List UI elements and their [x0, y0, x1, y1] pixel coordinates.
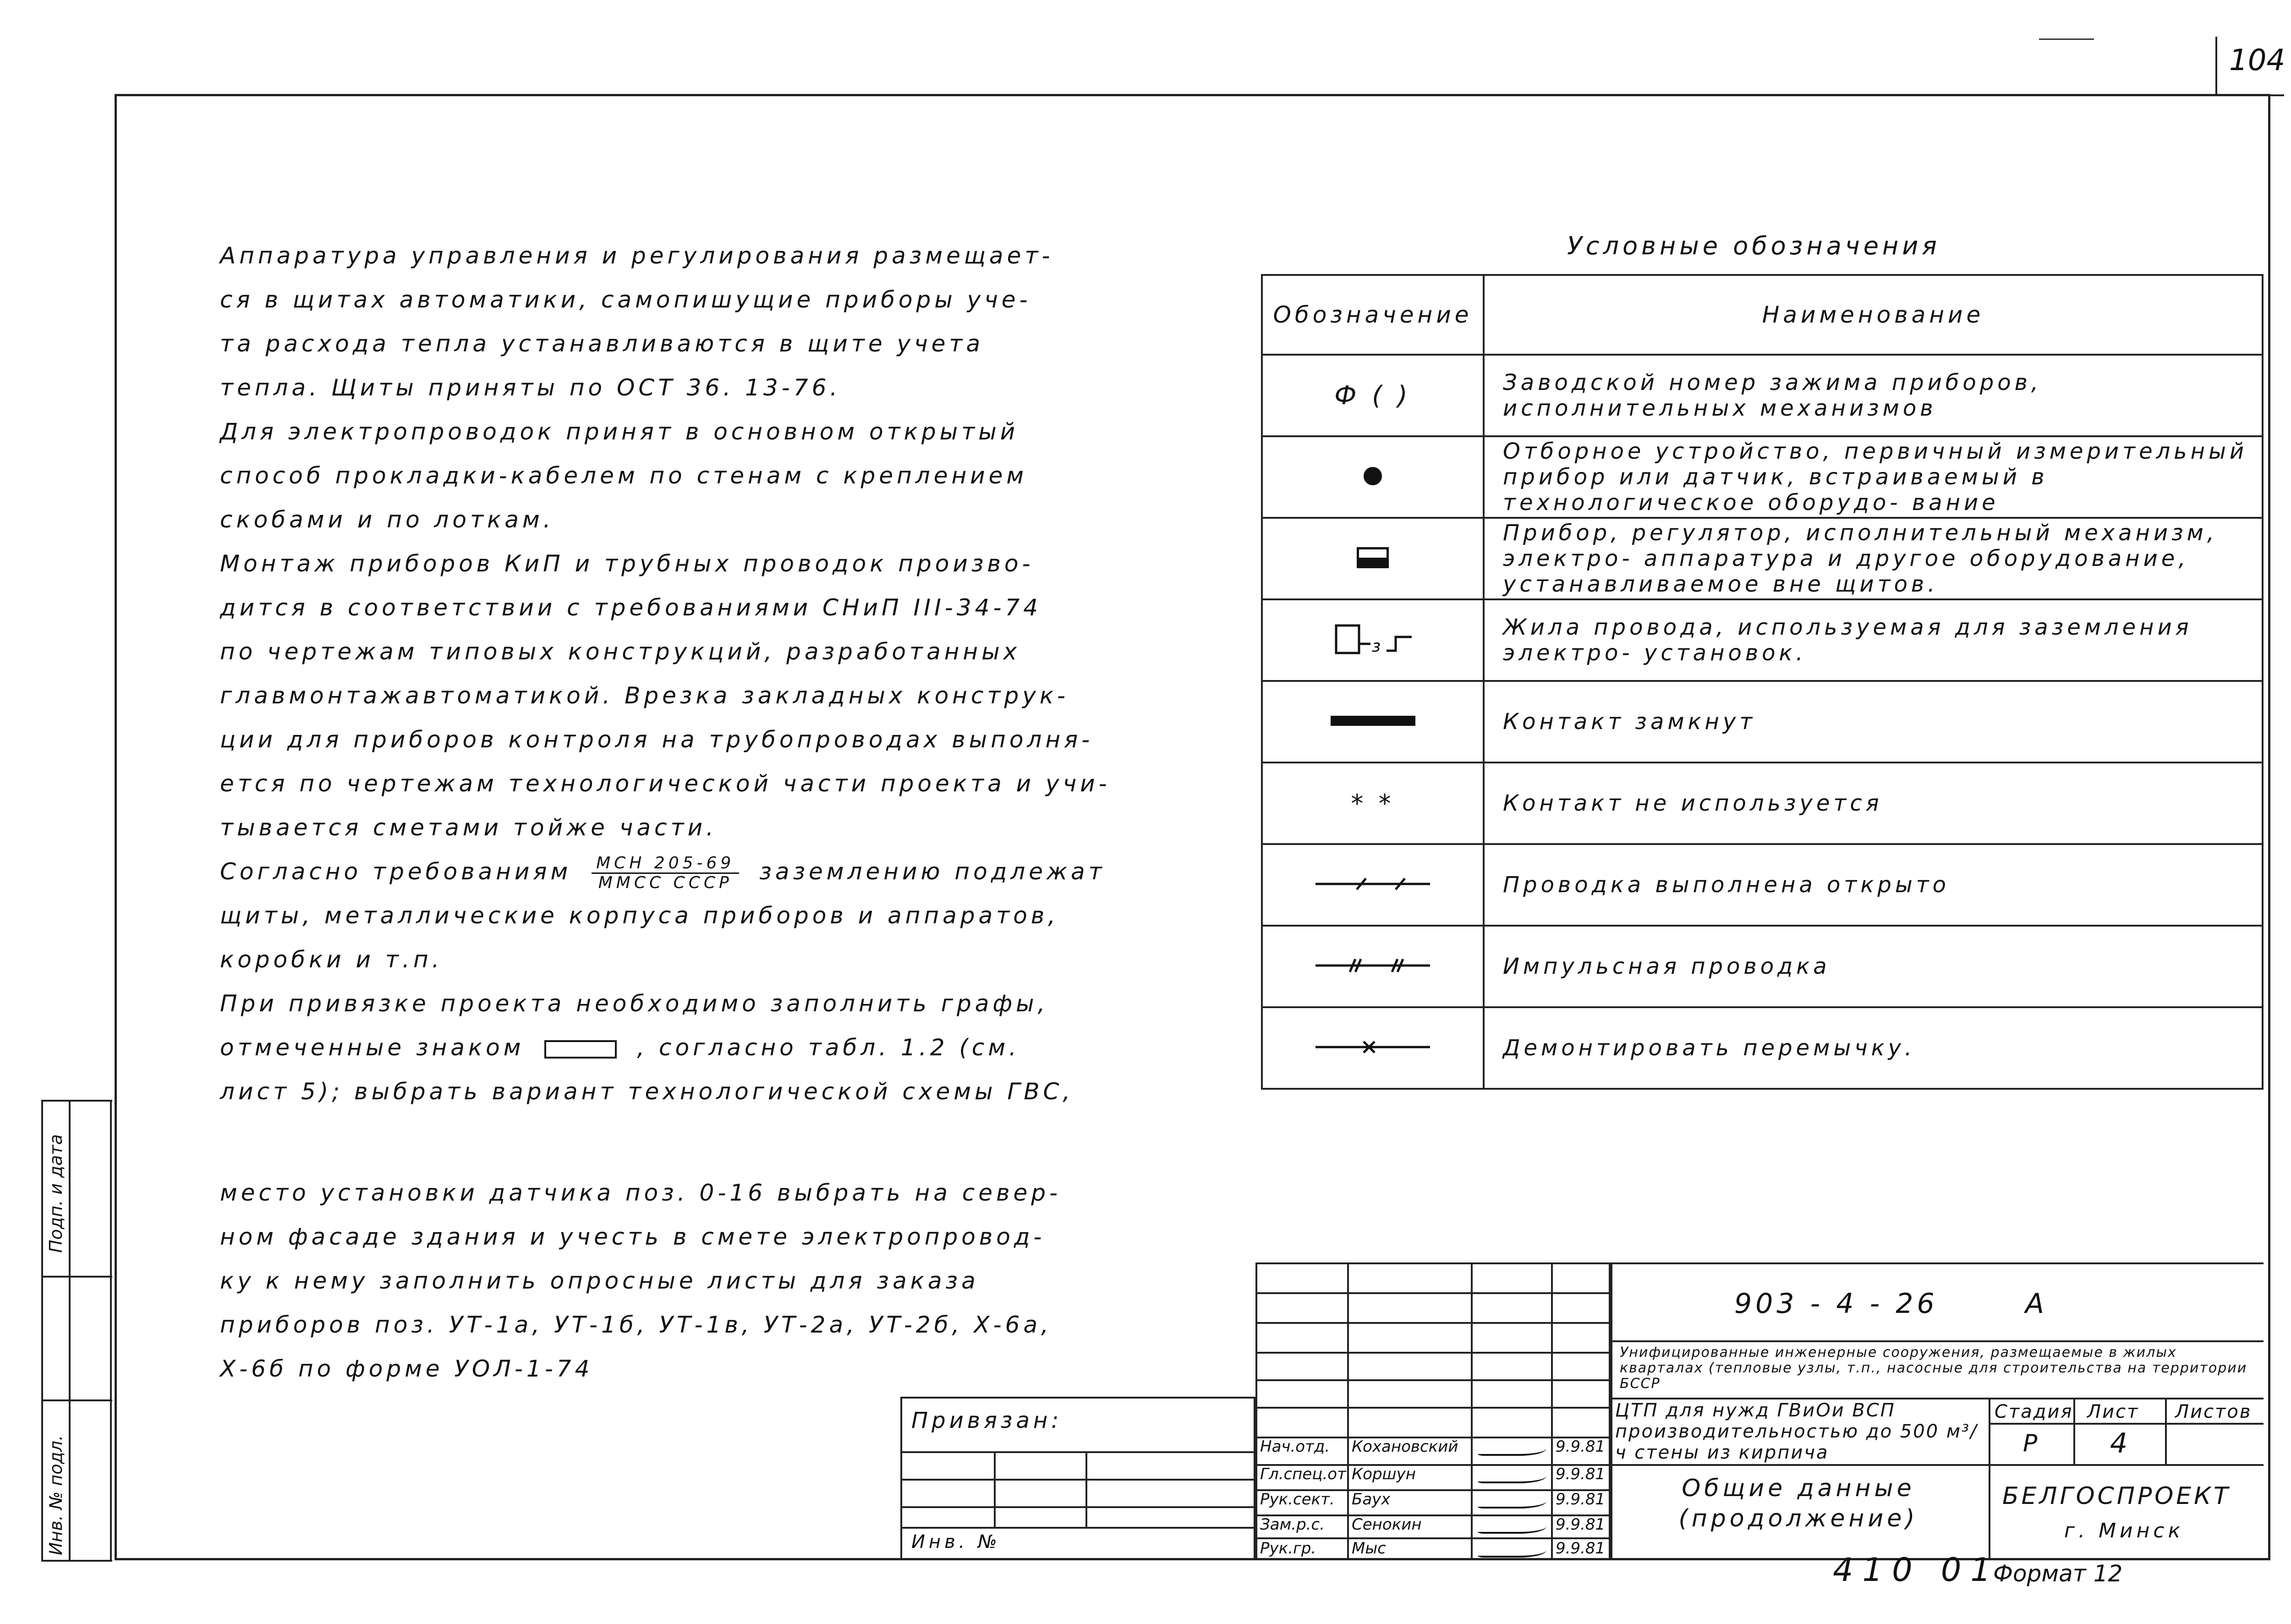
tb-line: [2165, 1398, 2167, 1464]
legend-symbol: [1262, 681, 1484, 763]
note-line: ся в щитах автоматики, самопишущие приборы уче-: [220, 286, 1031, 313]
legend-row: [1262, 355, 2263, 436]
binding-inv-label: Инв. №: [911, 1531, 1001, 1553]
note-line: щиты, металлические корпуса приборов и аппаратов,: [220, 902, 1059, 929]
note-line: Для электропроводок принят в основном открытый: [220, 418, 1019, 445]
signature-role: Рук.гр.: [1260, 1539, 1316, 1558]
legend-row: [1262, 763, 2263, 844]
note-line: ции для приборов контроля на трубопроводах выполня-: [220, 726, 1094, 753]
note-line: При привязке проекта необходимо заполнить графы,: [220, 990, 1049, 1017]
signature-date: 9.9.81: [1556, 1465, 1606, 1483]
grid-line: [1471, 1262, 1473, 1560]
grid-line: [1255, 1262, 1611, 1264]
norm-fraction: [592, 854, 739, 892]
note-line: главмонтажавтоматикой. Врезка закладных конструк-: [220, 682, 1069, 709]
note-norms-prefix: Согласно требованиям: [220, 858, 572, 885]
signature-mark: [1478, 1539, 1546, 1562]
object-name: ЦТП для нужд ГВиОи ВСП производительностью до 500 м³/ч стены из кирпича: [1615, 1400, 1978, 1463]
legend-name: Контакт замкнут: [1484, 681, 2263, 763]
strip-line: [41, 1276, 112, 1278]
note-line: коробки и т.п.: [220, 946, 443, 973]
tb-line: [1611, 1340, 2264, 1342]
grid-line: [1551, 1262, 1553, 1560]
legend-name: Импульсная проводка: [1484, 926, 2263, 1007]
copy-number: 410 01: [1833, 1551, 2000, 1589]
binding-line: [902, 1527, 1254, 1529]
strip-line: [41, 1102, 43, 1560]
note-line: ном фасаде здания и учесть в смете электропровод-: [220, 1223, 1046, 1250]
signature-date: 9.9.81: [1556, 1515, 1606, 1534]
signature-mark: [1478, 1515, 1546, 1538]
legend-name: Отборное устройство, первичный измерительный прибор или датчик, встраиваемый в технологическое оборудо- вание: [1484, 436, 2263, 518]
note-binding-prefix: отмеченные знаком: [220, 1034, 525, 1061]
signature-name: Кохановский: [1352, 1437, 1458, 1456]
tb-line: [1611, 1262, 2264, 1264]
grid-line: [1255, 1379, 1611, 1381]
legend-symbol: [1262, 355, 1484, 436]
tb-line: [1611, 1464, 2264, 1466]
note-line: по чертежам типовых конструкций, разработанных: [220, 638, 1021, 665]
tb-line: [1989, 1423, 2264, 1425]
impulse-wiring-icon: [1313, 952, 1432, 979]
grid-line: [1255, 1262, 1257, 1560]
top-dash: [2039, 38, 2094, 40]
sheets-label: Листов: [2175, 1401, 2252, 1422]
organization-city: г. Минск: [2064, 1519, 2184, 1542]
sheet-number: 104: [2229, 44, 2286, 77]
binding-label: Привязан:: [911, 1408, 1063, 1433]
signature-name: Сенокин: [1352, 1515, 1422, 1534]
legend-name: Жила провода, используемая для заземления электро- установок.: [1484, 599, 2263, 681]
norm-fraction-denominator: ММСС СССР: [598, 873, 733, 892]
stage-label: Стадия: [1995, 1401, 2073, 1422]
terminal-number-symbol: Ф ( ): [1334, 380, 1411, 411]
note-binding-line: [220, 1026, 1182, 1070]
binding-line: [902, 1506, 1254, 1508]
note-norms-line: [220, 850, 1182, 894]
binding-block: [900, 1397, 1255, 1560]
legend-row: [1262, 844, 2263, 926]
sign-date-label: Подп. и дата: [46, 1134, 66, 1253]
signature-grid: [1255, 1262, 1611, 1560]
note-line: место установки датчика поз. 0-16 выбрать на север-: [220, 1180, 1062, 1206]
title-block: [1611, 1262, 2264, 1560]
signature-date: 9.9.81: [1556, 1539, 1606, 1558]
binding-line: [1085, 1451, 1087, 1527]
signature-role: Зам.р.с.: [1260, 1515, 1325, 1534]
note-line: лист 5); выбрать вариант технологической схемы ГВС,: [220, 1078, 1074, 1105]
note-line: Х-6б по форме УОЛ-1-74: [220, 1355, 593, 1382]
grid-line: [1255, 1292, 1611, 1294]
signature-mark: [1478, 1490, 1546, 1513]
legend-name: Проводка выполнена открыто: [1484, 844, 2263, 926]
signature-name: Мыс: [1352, 1539, 1386, 1558]
general-notes: [220, 234, 1182, 1114]
grid-line: [1255, 1407, 1611, 1409]
legend-symbol: [1262, 844, 1484, 926]
legend-symbol: [1262, 926, 1484, 1007]
norm-fraction-numerator: МСН 205-69: [592, 854, 739, 874]
legend-row: [1262, 926, 2263, 1007]
legend-row: [1262, 518, 2263, 599]
binding-line: [994, 1451, 996, 1527]
note-line: Аппаратура управления и регулирования размещает-: [220, 242, 1054, 269]
note-norms-suffix: заземлению подлежат: [759, 858, 1106, 885]
note-line: дится в соответствии с требованиями СНиП III-34-74: [220, 594, 1042, 621]
project-subtitle: Унифицированные инженерные сооружения, размещаемые в жилых кварталах (тепловые узлы, т.п., насосные для строительства на территории БССР: [1620, 1344, 2247, 1392]
signature-name: Коршун: [1352, 1465, 1416, 1483]
signature-mark: [1478, 1465, 1546, 1487]
legend-symbol: [1262, 436, 1484, 518]
signature-name: Баух: [1352, 1490, 1391, 1509]
legend-col-symbol: Обозначение: [1262, 275, 1484, 355]
note-line: тывается сметами тойже части.: [220, 814, 718, 841]
album-letter: А: [2025, 1288, 2048, 1320]
inv-no-label: Инв. № подл.: [46, 1435, 66, 1555]
signature-role: Нач.отд.: [1260, 1437, 1330, 1456]
sensor-notes: [220, 1171, 1182, 1391]
tb-line: [1989, 1398, 1990, 1560]
organization: БЕЛГОСПРОЕКТ: [2002, 1482, 2231, 1510]
remove-jumper-icon: [1313, 1033, 1432, 1061]
project-code: 903 - 4 - 26: [1734, 1288, 1938, 1320]
legend-symbol: [1262, 1007, 1484, 1089]
legend-name: Демонтировать перемычку.: [1484, 1007, 2263, 1089]
legend-symbol: [1262, 518, 1484, 599]
ground-wire-icon: [1327, 619, 1419, 660]
dot-icon: [1364, 467, 1382, 485]
signature-role: Гл.спец.от.: [1260, 1465, 1351, 1483]
legend-header: [1262, 275, 2263, 355]
signature-date: 9.9.81: [1556, 1437, 1606, 1456]
stage-value: Р: [2023, 1430, 2041, 1457]
panel-device-icon: [1357, 547, 1389, 568]
tb-line: [2073, 1398, 2075, 1464]
strip-line: [69, 1102, 71, 1560]
signature-mark: [1478, 1437, 1546, 1460]
svg-text:з: з: [1372, 637, 1385, 656]
tb-line: [1611, 1262, 1612, 1560]
binding-line: [902, 1479, 1254, 1481]
legend-col-name: Наименование: [1484, 275, 2263, 355]
legend-row: [1262, 599, 2263, 681]
legend-symbol: [1262, 763, 1484, 844]
legend-name: Контакт не используется: [1484, 763, 2263, 844]
legend-row: [1262, 681, 2263, 763]
signature-date: 9.9.81: [1556, 1490, 1606, 1509]
binding-line: [902, 1451, 1254, 1453]
note-line: ется по чертежам технологической части проекта и учи-: [220, 770, 1111, 797]
grid-line: [1255, 1352, 1611, 1354]
grid-line: [1347, 1262, 1349, 1560]
open-wiring-icon: [1313, 870, 1432, 898]
grid-line: [1255, 1322, 1611, 1324]
field-mark-icon: [544, 1040, 617, 1059]
signature-role: Рук.сект.: [1260, 1490, 1335, 1509]
left-side-strip: [41, 1100, 112, 1562]
format-label: Формат 12: [1993, 1560, 2123, 1587]
contact-unused-symbol: * *: [1351, 789, 1395, 818]
legend-row: [1262, 436, 2263, 518]
sheet-label: Лист: [2087, 1401, 2139, 1422]
contact-closed-icon: [1331, 716, 1415, 726]
note-line: скобами и по лоткам.: [220, 506, 554, 533]
strip-line: [41, 1399, 112, 1401]
strip-line: [110, 1102, 112, 1560]
legend-row: [1262, 1007, 2263, 1089]
note-line: тепла. Щиты приняты по ОСТ 36. 13-76.: [220, 374, 841, 401]
note-line: приборов поз. УТ-1а, УТ-1б, УТ-1в, УТ-2а, УТ-2б, Х-6а,: [220, 1311, 1052, 1338]
note-line: ку к нему заполнить опросные листы для заказа: [220, 1267, 979, 1294]
legend-symbol: [1262, 599, 1484, 681]
note-binding-suffix: , согласно табл. 1.2 (см.: [637, 1034, 1020, 1061]
note-line: способ прокладки-кабелем по стенам с креплением: [220, 462, 1028, 489]
legend-title: Условные обозначения: [1567, 231, 1940, 260]
sheet-title: Общие данные (продолжение): [1678, 1475, 1918, 1532]
legend-name: Заводской номер зажима приборов, исполнительных механизмов: [1484, 355, 2263, 436]
note-line: та расхода тепла устанавливаются в щите учета: [220, 330, 984, 357]
note-line: Монтаж приборов КиП и трубных проводок произво-: [220, 550, 1034, 577]
legend-name: Прибор, регулятор, исполнительный механизм, электро- аппаратура и другое оборудование, устанавливаемое вне щитов.: [1484, 518, 2263, 599]
sheet-value: 4: [2110, 1427, 2132, 1459]
legend-table: [1261, 274, 2264, 1090]
